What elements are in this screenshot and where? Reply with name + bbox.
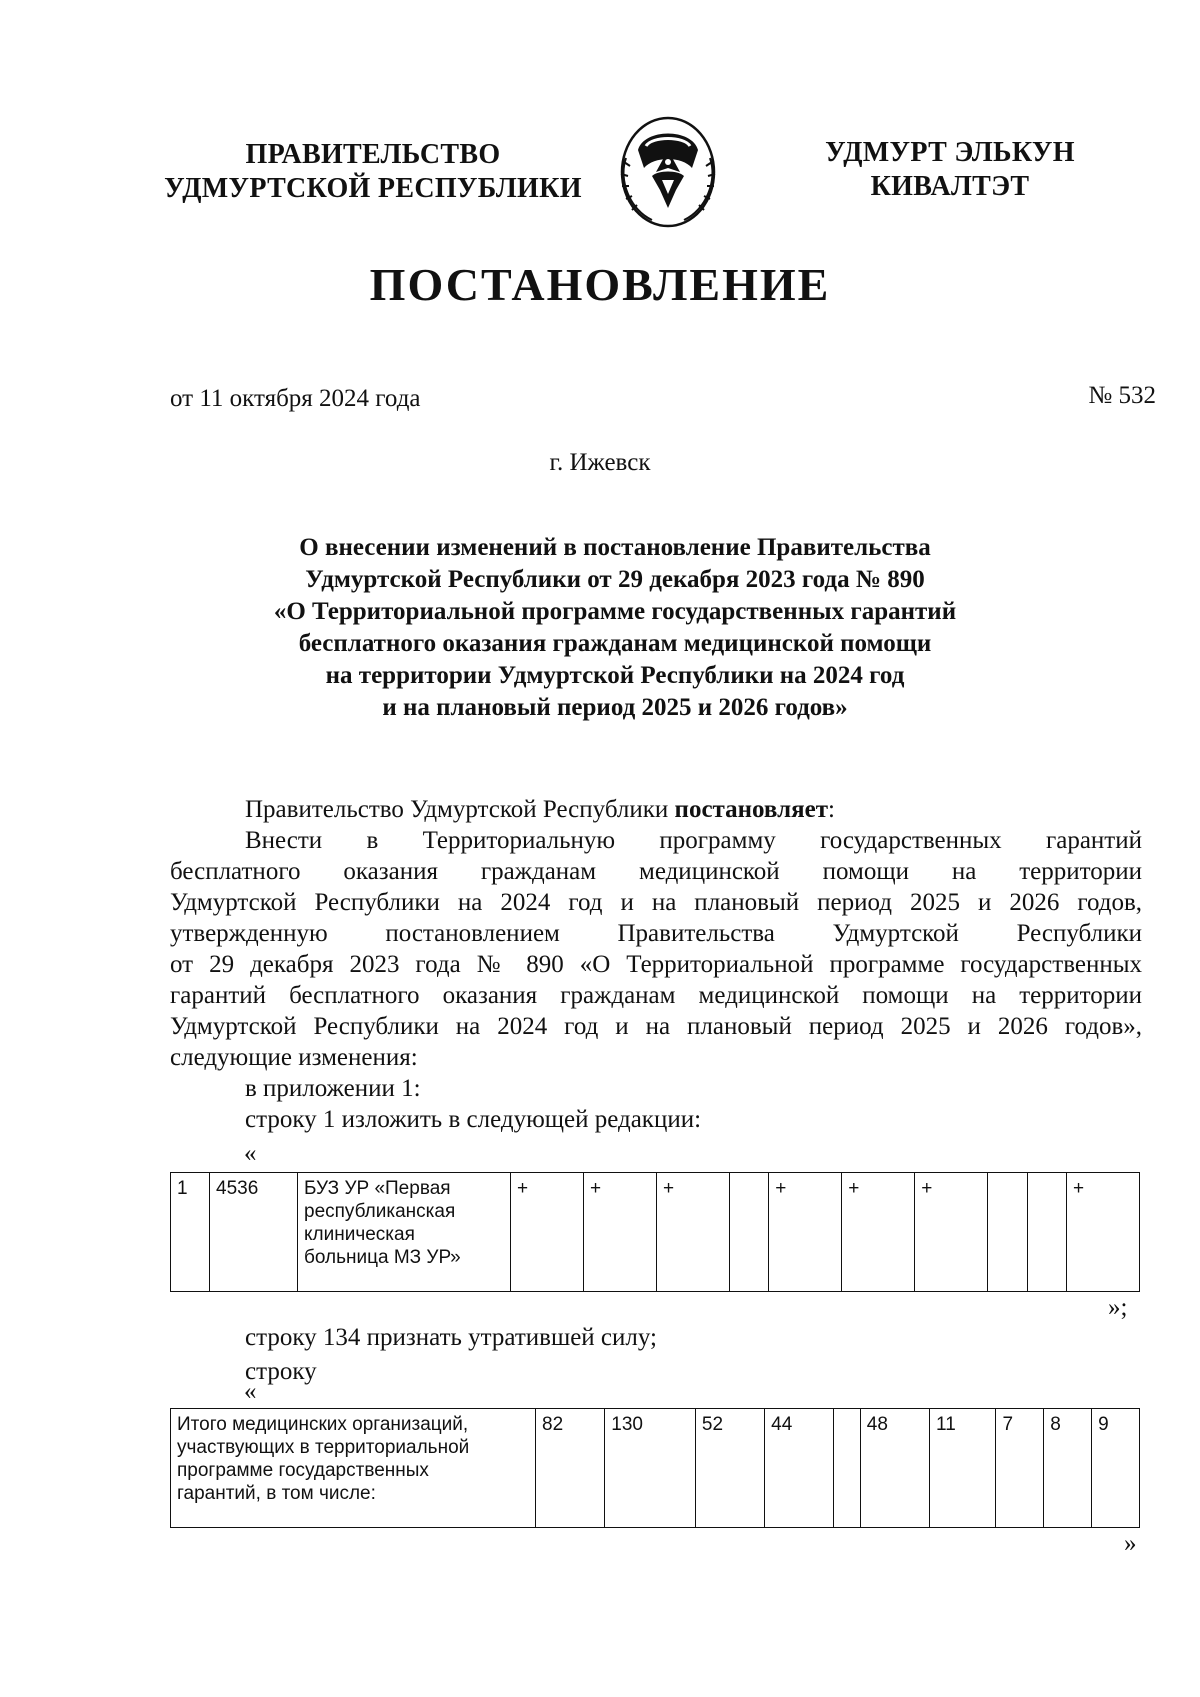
table-cell: + bbox=[915, 1173, 988, 1292]
subject-line: «О Территориальной программе государственных гарантий bbox=[273, 598, 957, 625]
row-word: строку bbox=[245, 1358, 317, 1385]
amendment-table-row-1 bbox=[170, 1172, 1140, 1292]
subject-line: и на плановый период 2025 и 2026 годов» bbox=[382, 694, 848, 721]
coat-of-arms-emblem bbox=[612, 110, 724, 230]
intro-suffix: : bbox=[828, 796, 835, 823]
name-line: республиканская bbox=[304, 1201, 456, 1222]
table-cell: + bbox=[1066, 1173, 1139, 1292]
table-cell bbox=[988, 1173, 1027, 1292]
paragraph-line: Удмуртской Республики на 2024 год и на плановый период 2025 и 2026 годов, bbox=[170, 889, 1142, 916]
intro-line bbox=[170, 794, 1142, 825]
subject-line: на территории Удмуртской Республики на 2024 год bbox=[325, 662, 905, 689]
paragraph-line: Внести в Территориальную программу государственных гарантий bbox=[245, 827, 1142, 854]
paragraph-line: Удмуртской Республики на 2024 год и на плановый период 2025 и 2026 годов», bbox=[170, 1013, 1142, 1040]
row1-instruction: строку 1 изложить в следующей редакции: bbox=[245, 1106, 702, 1133]
table-cell: 82 bbox=[536, 1409, 605, 1528]
table-cell: 11 bbox=[930, 1409, 996, 1528]
name-line: гарантий, в том числе: bbox=[177, 1483, 376, 1504]
table-cell bbox=[729, 1173, 768, 1292]
row134-instruction: строку 134 признать утратившей силу; bbox=[245, 1324, 657, 1351]
document-city: г. Ижевск bbox=[549, 449, 651, 476]
table-cell: 130 bbox=[605, 1409, 696, 1528]
open-quote-2: « bbox=[244, 1378, 257, 1405]
subject-line: Удмуртской Республики от 29 декабря 2023 года № 890 bbox=[305, 566, 925, 593]
name-line: больница МЗ УР» bbox=[304, 1247, 461, 1268]
table-cell: 8 bbox=[1044, 1409, 1092, 1528]
intro-bold: постановляет bbox=[674, 796, 829, 823]
total-name-cell bbox=[171, 1409, 536, 1528]
paragraph-line: утвержденную постановлением Правительства Удмуртской Республики bbox=[170, 920, 1142, 947]
table-cell: 44 bbox=[765, 1409, 834, 1528]
table-cell: 52 bbox=[695, 1409, 764, 1528]
appendix-line: в приложении 1: bbox=[245, 1075, 421, 1102]
paragraph-line: от 29 декабря 2023 года № 890 «О Территориальной программе государственных bbox=[170, 951, 1142, 978]
row-number-cell: 1 bbox=[171, 1173, 210, 1292]
document-title: ПОСТАНОВЛЕНИЕ bbox=[369, 259, 831, 310]
table-row bbox=[171, 1173, 1140, 1292]
body-text bbox=[170, 794, 1142, 1135]
name-line: программе государственных bbox=[177, 1460, 429, 1481]
table-cell: + bbox=[656, 1173, 729, 1292]
name-line: клиническая bbox=[304, 1224, 415, 1245]
header-right-line1: УДМУРТ ЭЛЬКУН bbox=[825, 137, 1075, 168]
table-cell bbox=[834, 1409, 860, 1528]
name-line: БУЗ УР «Первая bbox=[304, 1178, 451, 1199]
organization-name-cell bbox=[298, 1173, 511, 1292]
code-cell: 4536 bbox=[210, 1173, 298, 1292]
table-cell: 48 bbox=[860, 1409, 929, 1528]
document-subject bbox=[230, 532, 1000, 724]
header-left-line2: УДМУРТСКОЙ РЕСПУБЛИКИ bbox=[164, 173, 582, 204]
header-left-line1: ПРАВИТЕЛЬСТВО bbox=[245, 139, 501, 170]
open-quote-1: « bbox=[244, 1140, 257, 1167]
table-cell: + bbox=[511, 1173, 584, 1292]
paragraph-line: следующие изменения: bbox=[170, 1044, 418, 1071]
subject-line: бесплатного оказания гражданам медицинской помощи bbox=[298, 630, 932, 657]
table-cell: 7 bbox=[996, 1409, 1044, 1528]
table-cell bbox=[1027, 1173, 1066, 1292]
header-right bbox=[800, 136, 1100, 204]
paragraph-line: бесплатного оказания гражданам медицинской помощи на территории bbox=[170, 858, 1142, 885]
table-row bbox=[171, 1409, 1140, 1528]
table-cell: 9 bbox=[1092, 1409, 1140, 1528]
table-cell: + bbox=[769, 1173, 842, 1292]
document-date: от 11 октября 2024 года bbox=[170, 385, 421, 412]
header-left bbox=[148, 138, 598, 206]
amendment-table-total bbox=[170, 1408, 1140, 1528]
paragraph-line: гарантий бесплатного оказания гражданам медицинской помощи на территории bbox=[170, 982, 1142, 1009]
name-line: Итого медицинских организаций, bbox=[177, 1414, 469, 1435]
intro-prefix: Правительство Удмуртской Республики bbox=[245, 796, 675, 823]
table-cell: + bbox=[842, 1173, 915, 1292]
header-right-line2: КИВАЛТЭТ bbox=[870, 171, 1030, 202]
close-quote-1: »; bbox=[1108, 1294, 1128, 1321]
name-line: участвующих в территориальной bbox=[177, 1437, 470, 1458]
subject-line: О внесении изменений в постановление Правительства bbox=[299, 534, 931, 561]
table-cell: + bbox=[583, 1173, 656, 1292]
document-number: № 532 bbox=[1088, 382, 1156, 409]
close-quote-2: » bbox=[1124, 1530, 1137, 1557]
